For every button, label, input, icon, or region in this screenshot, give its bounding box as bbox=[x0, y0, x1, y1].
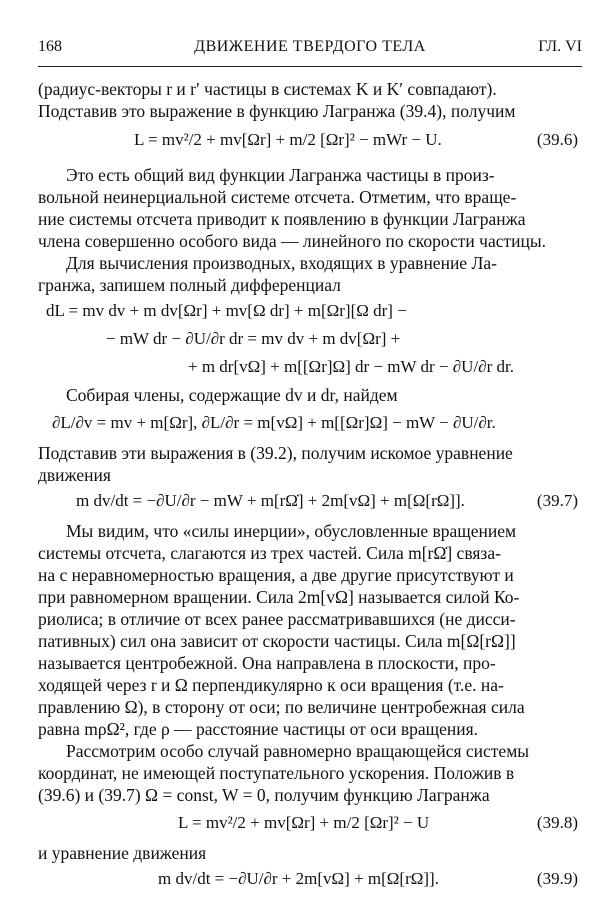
text-line: Подставив это выражение в функцию Лагранжа (39.4), получим bbox=[38, 101, 516, 121]
text-line: координат, не имеющей поступательного ускорения. Положив в bbox=[38, 763, 515, 783]
text-line: Подставив эти выражения в (39.2), получим искомое уравнение bbox=[38, 443, 513, 463]
formula: dL = mv dv + m dv[Ωr] + mv[Ω dr] + m[Ωr][Ω dr] − bbox=[46, 301, 407, 320]
text-line: пативных) сил она зависит от скорости частицы. Сила m[Ω[rΩ]] bbox=[38, 631, 516, 651]
text-line: (радиус-векторы r и r′ частицы в системах K и K′ совпадают). bbox=[38, 79, 497, 99]
text-line: риолиса; в отличие от всех ранее рассматривавшихся (не дисси- bbox=[38, 609, 516, 629]
formula: m dv/dt = −∂U/∂r − mW + m[rΩ̇] + 2m[vΩ] + m[Ω[rΩ]]. bbox=[76, 491, 465, 510]
text-line: Для вычисления производных, входящих в уравнение Ла- bbox=[66, 253, 497, 273]
equation-number: (39.6) bbox=[536, 130, 578, 149]
chapter-label: ГЛ. VI bbox=[538, 38, 582, 55]
text-line: и уравнение движения bbox=[38, 843, 207, 863]
text-line: при равномерном вращении. Сила 2m[vΩ] называется силой Ко- bbox=[38, 587, 520, 607]
formula: L = mv²/2 + mv[Ωr] + m/2 [Ωr]² − U bbox=[178, 813, 430, 832]
text-line: Мы видим, что «силы инерции», обусловленные вращением bbox=[66, 521, 517, 541]
text-line: ние системы отсчета приводит к появлению в функции Лагранжа bbox=[38, 209, 526, 229]
text-line: называется центробежной. Она направлена в плоскости, про- bbox=[38, 653, 496, 673]
text-line: равна mρΩ², где ρ — расстояние частицы от оси вращения. bbox=[38, 719, 479, 739]
text-line: Собирая члены, содержащие dv и dr, найдем bbox=[66, 385, 398, 405]
equation-number: (39.8) bbox=[536, 813, 578, 832]
header-rule bbox=[38, 66, 582, 67]
running-header bbox=[38, 38, 582, 62]
text-line: вольной неинерциальной системе отсчета. Отметим, что враще- bbox=[38, 187, 517, 207]
formula: ∂L/∂v = mv + m[Ωr], ∂L/∂r = m[vΩ] + m[[Ωr]Ω] − mW − ∂U/∂r. bbox=[52, 413, 496, 432]
text-line: правлению Ω), в сторону от оси; по величине центробежная сила bbox=[38, 697, 525, 717]
text-line: системы отсчета, слагаются из трех частей. Сила m[rΩ̇] связа- bbox=[38, 543, 501, 563]
running-title: ДВИЖЕНИЕ ТВЕРДОГО ТЕЛА bbox=[194, 38, 426, 55]
page-number: 168 bbox=[38, 38, 62, 55]
equation-number: (39.9) bbox=[536, 869, 578, 888]
formula: L = mv²/2 + mv[Ωr] + m/2 [Ωr]² − mWr − U. bbox=[134, 130, 442, 149]
equation-number: (39.7) bbox=[536, 491, 578, 510]
text-line: (39.6) и (39.7) Ω = const, W = 0, получим функцию Лагранжа bbox=[38, 785, 490, 805]
text-line: Это есть общий вид функции Лагранжа частицы в произ- bbox=[66, 165, 495, 185]
text-line: движения bbox=[38, 465, 111, 485]
formula: + m dr[vΩ] + m[[Ωr]Ω] dr − mW dr − ∂U/∂r dr. bbox=[188, 357, 514, 376]
formula: − mW dr − ∂U/∂r dr = mv dv + m dv[Ωr] + bbox=[106, 329, 401, 348]
text-line: ходящей через r и Ω перпендикулярно к оси вращения (т.е. на- bbox=[38, 675, 504, 695]
equation-39-6 bbox=[38, 129, 582, 159]
text-line: гранжа, запишем полный дифференциал bbox=[38, 275, 341, 295]
formula: m dv/dt = −∂U/∂r + 2m[vΩ] + m[Ω[rΩ]]. bbox=[158, 869, 439, 888]
text-line: члена совершенно особого вида — линейного по скорости частицы. bbox=[38, 231, 547, 251]
text-line: Рассмотрим особо случай равномерно вращающейся системы bbox=[66, 741, 530, 761]
text-line: на с неравномерностью вращения, а две другие присутствуют и bbox=[38, 565, 514, 585]
